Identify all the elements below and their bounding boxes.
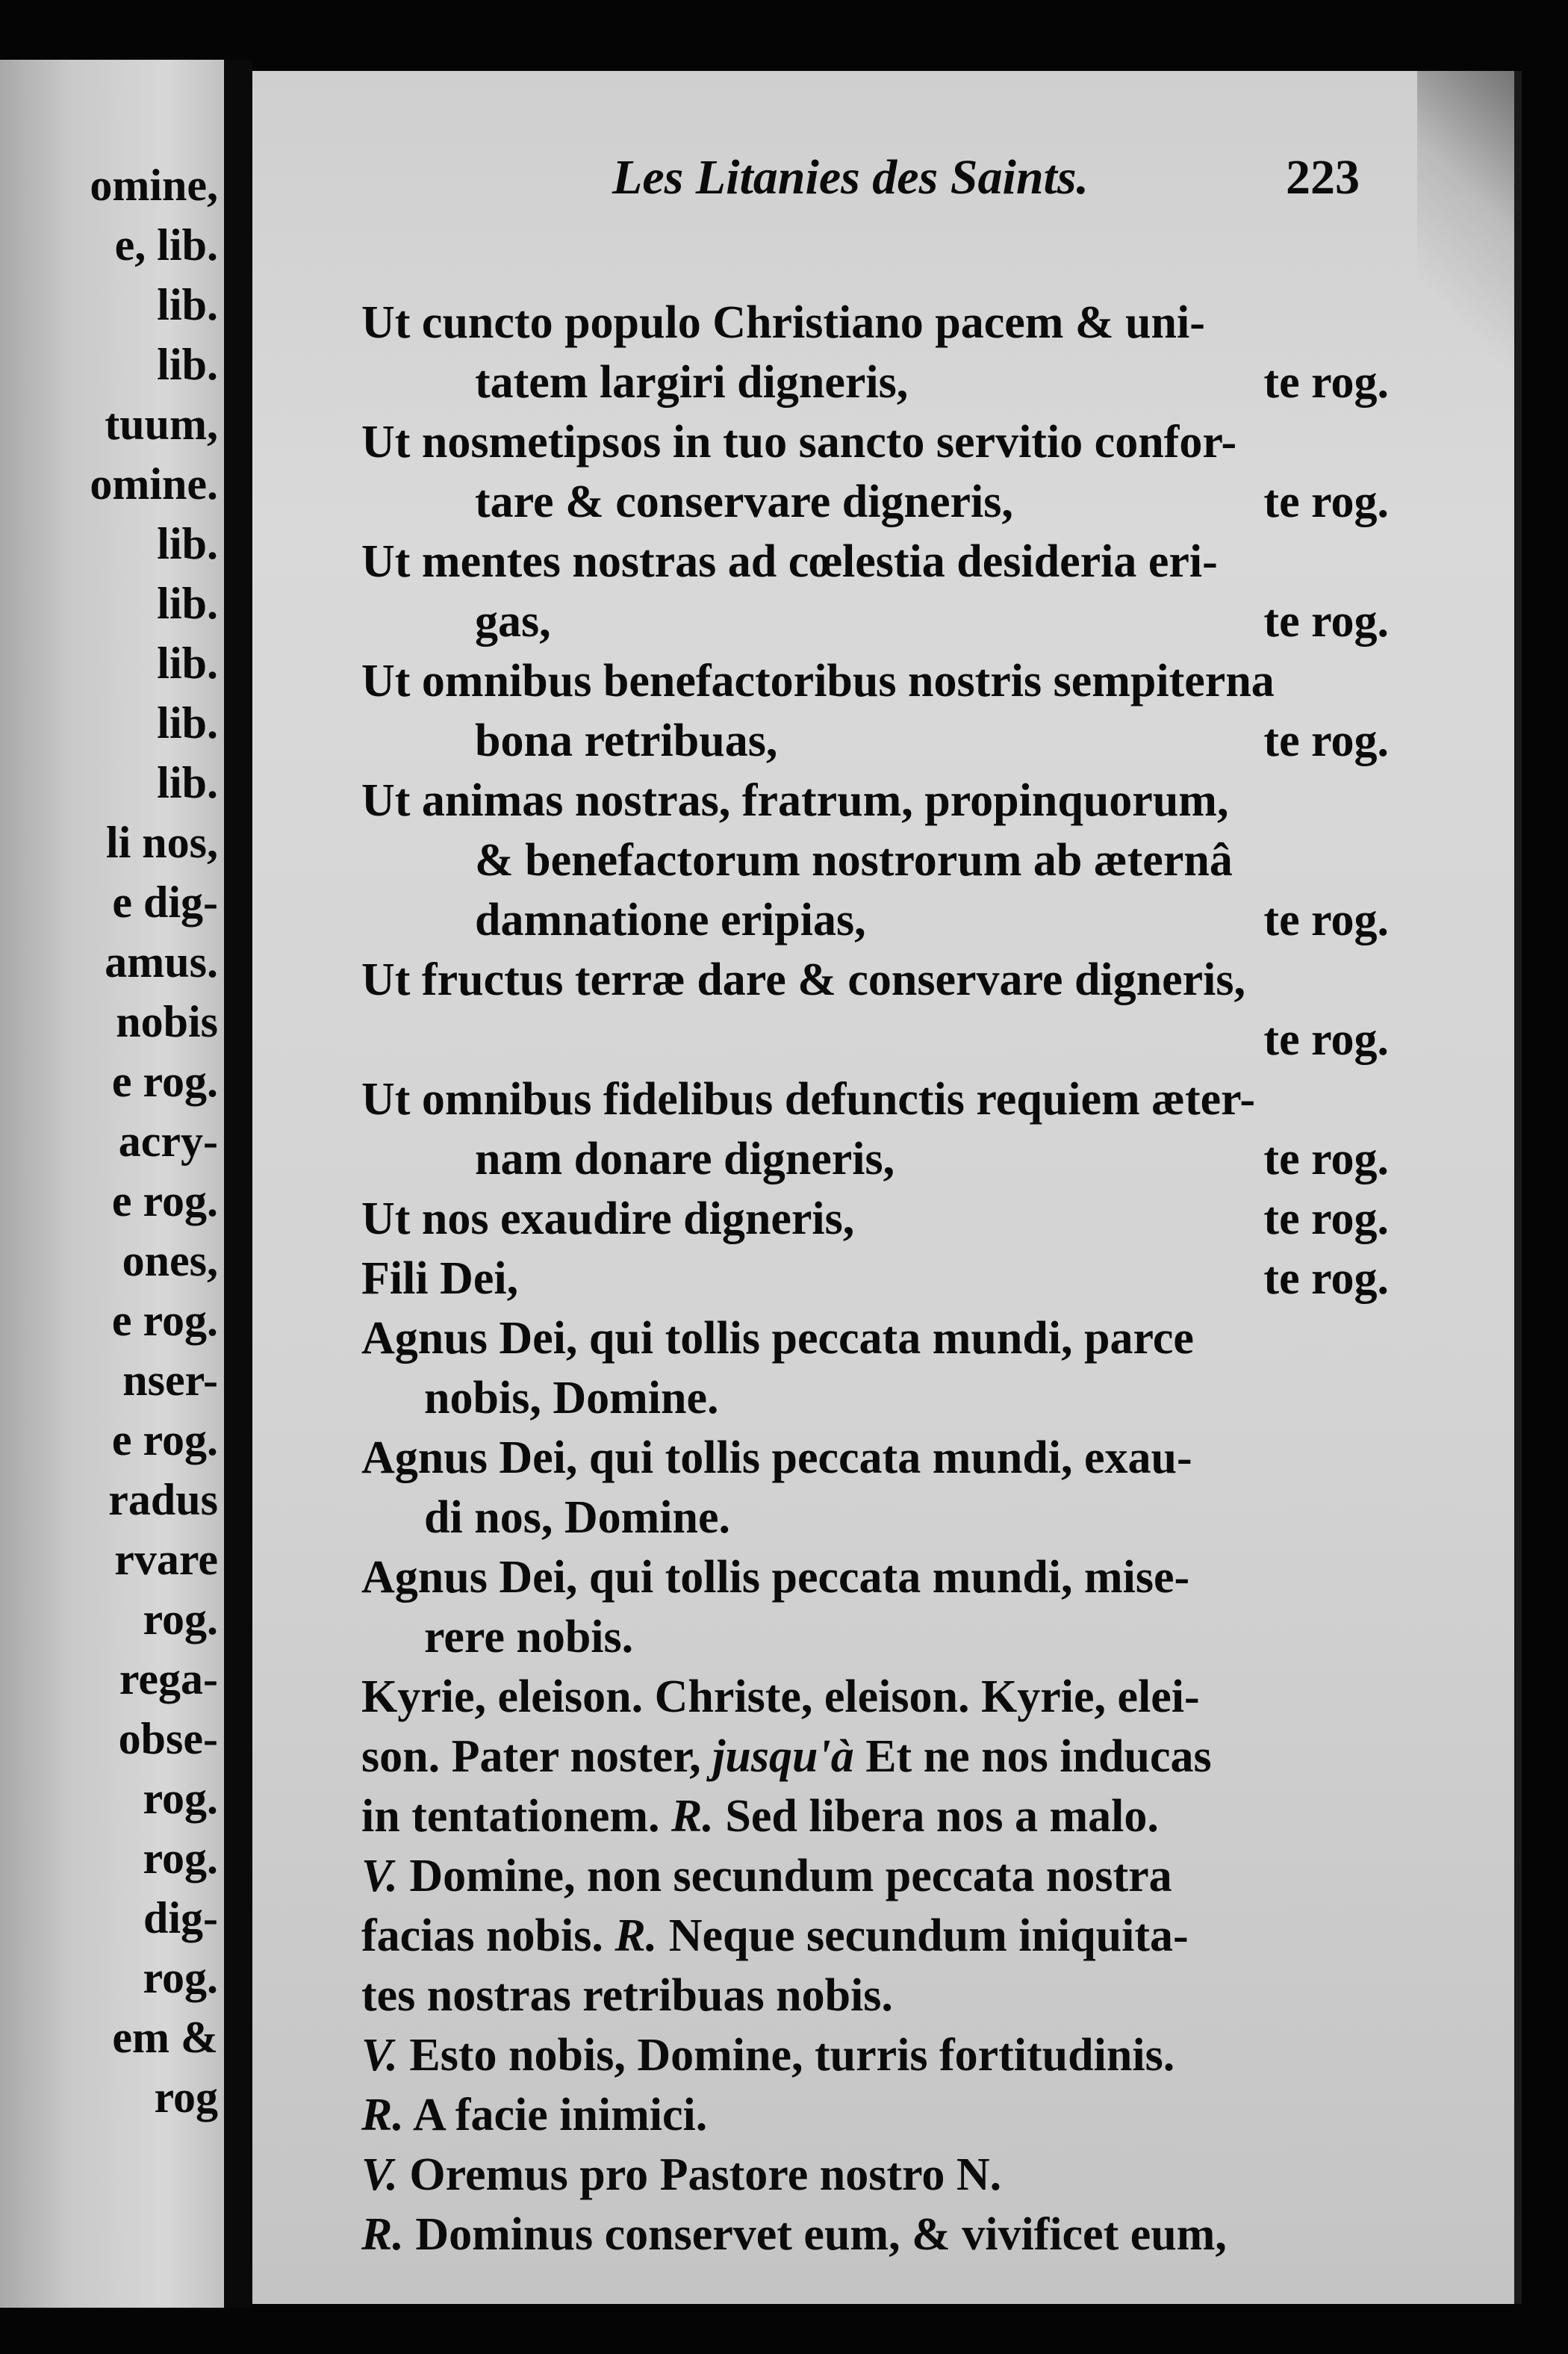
left-page-line-fragment: dig- bbox=[143, 1893, 218, 1942]
response-te-rog: te rog. bbox=[1263, 1134, 1389, 1184]
petition-continuation bbox=[475, 890, 1389, 950]
left-page-line-fragment: rvare bbox=[114, 1535, 218, 1584]
agnus-dei-text: rere nobis. bbox=[424, 1612, 634, 1662]
petition-line bbox=[361, 532, 1392, 591]
response-te-rog: te rog. bbox=[1263, 1193, 1389, 1244]
petition-continuation bbox=[475, 711, 1389, 771]
petition-line bbox=[361, 1249, 1389, 1308]
petition-line bbox=[361, 950, 1392, 1010]
response-te-rog: te rog. bbox=[1263, 1253, 1389, 1304]
petition-continuation bbox=[475, 830, 1389, 890]
versicle-line bbox=[361, 1906, 1392, 1966]
versicle-line bbox=[361, 1966, 1392, 2025]
versicle-line bbox=[361, 2205, 1392, 2264]
versicle-text: A facie inimici. bbox=[412, 2090, 708, 2140]
petition-text: nam donare digneris, bbox=[475, 1134, 895, 1184]
left-page-line-fragment: rog. bbox=[143, 1774, 218, 1823]
left-page-line-fragment: lib. bbox=[157, 639, 218, 688]
petition-text: Fili Dei, bbox=[361, 1253, 519, 1304]
left-page-line-fragment: rog bbox=[154, 2072, 218, 2122]
left-page-line-fragment: omine. bbox=[90, 459, 218, 509]
book-gutter bbox=[224, 60, 252, 2308]
petition-text: Ut fructus terræ dare & conservare digneris, bbox=[361, 954, 1246, 1005]
kyrie-italic-text: jusqu'à bbox=[712, 1731, 854, 1782]
left-page-line-fragment: lib. bbox=[157, 758, 218, 807]
left-page-line-fragment: e dig- bbox=[112, 878, 218, 927]
response-te-rog: te rog. bbox=[1263, 357, 1389, 408]
left-page-line-fragment: li nos, bbox=[105, 818, 218, 867]
response-mark: R. bbox=[615, 1910, 658, 1961]
left-page-line-fragment: e rog. bbox=[111, 1057, 218, 1106]
kyrie-line bbox=[361, 1786, 1392, 1846]
petition-line bbox=[361, 412, 1392, 472]
response-mark: R. bbox=[361, 2090, 404, 2140]
versicle-text: tes nostras retribuas nobis. bbox=[361, 1970, 893, 2021]
petition-text: tare & conservare digneris, bbox=[475, 476, 1013, 527]
petition-continuation bbox=[475, 1129, 1389, 1189]
response-te-rog: te rog. bbox=[1263, 1014, 1389, 1065]
versicle-text: Dominus conservet eum, & vivificet eum, bbox=[415, 2209, 1227, 2260]
agnus-dei-line bbox=[361, 1308, 1392, 1368]
response-te-rog: te rog. bbox=[1263, 715, 1389, 766]
response-mark: R. bbox=[361, 2209, 404, 2260]
petition-text: Ut animas nostras, fratrum, propinquorum, bbox=[361, 775, 1229, 826]
left-page-line-fragment: lib. bbox=[157, 280, 218, 329]
agnus-dei-text: nobis, Domine. bbox=[424, 1373, 719, 1423]
versicle-text: facias nobis. bbox=[361, 1910, 603, 1961]
left-page-line-fragment: amus. bbox=[105, 937, 218, 987]
left-page-line-fragment: lib. bbox=[157, 340, 218, 389]
petition-continuation bbox=[475, 591, 1389, 651]
petition-text: Ut cuncto populo Christiano pacem & uni- bbox=[361, 297, 1205, 348]
response-mark: R. bbox=[671, 1791, 714, 1842]
left-page-line-fragment: e rog. bbox=[111, 1176, 218, 1226]
petition-text: Ut omnibus fidelibus defunctis requiem æter- bbox=[361, 1074, 1255, 1125]
petition-text: & benefactorum nostrorum ab æternâ bbox=[475, 835, 1233, 886]
left-page-line-fragment: rega- bbox=[119, 1654, 218, 1704]
left-page-line-fragment: rog. bbox=[143, 1594, 218, 1644]
petition-text: damnatione eripias, bbox=[475, 895, 866, 945]
petition-line bbox=[361, 771, 1392, 830]
petition-line bbox=[361, 651, 1392, 711]
kyrie-line bbox=[361, 1667, 1392, 1727]
petition-continuation bbox=[475, 353, 1389, 412]
petition-continuation bbox=[1225, 1010, 1389, 1069]
agnus-dei-line bbox=[361, 1547, 1392, 1607]
versicle-text: Esto nobis, Domine, turris fortitudinis. bbox=[409, 2030, 1175, 2081]
agnus-dei-text: Agnus Dei, qui tollis peccata mundi, exau- bbox=[361, 1432, 1192, 1483]
left-page-line-fragment: nobis bbox=[116, 997, 218, 1046]
agnus-dei-text: Agnus Dei, qui tollis peccata mundi, mise- bbox=[361, 1552, 1190, 1603]
left-page-line-fragment: acry- bbox=[118, 1117, 218, 1166]
left-page-line-fragment: e rog. bbox=[111, 1415, 218, 1465]
left-page-line-fragment: omine, bbox=[90, 161, 218, 210]
versicle-text: Oremus pro Pastore nostro N. bbox=[409, 2149, 1002, 2200]
petition-text: tatem largiri digneris, bbox=[475, 357, 909, 408]
versicle-line bbox=[361, 2085, 1392, 2145]
petition-line bbox=[361, 1069, 1392, 1129]
versicle-text: Domine, non secundum peccata nostra bbox=[409, 1851, 1172, 1901]
left-page-line-fragment: e rog. bbox=[111, 1296, 218, 1345]
petition-text: Ut nosmetipsos in tuo sancto servitio confor- bbox=[361, 417, 1237, 468]
versicle-mark: V. bbox=[361, 1851, 398, 1901]
petition-text: Ut omnibus benefactoribus nostris sempiterna bbox=[361, 656, 1275, 706]
response-te-rog: te rog. bbox=[1263, 596, 1389, 647]
kyrie-text: Et ne nos inducas bbox=[865, 1731, 1212, 1782]
versicle-text: Neque secundum iniquita- bbox=[668, 1910, 1189, 1961]
left-page-line-fragment: rog. bbox=[143, 1833, 218, 1883]
response-te-rog: te rog. bbox=[1263, 476, 1389, 527]
agnus-dei-continuation bbox=[424, 1368, 1320, 1428]
left-page-line-fragment: ones, bbox=[122, 1236, 218, 1285]
agnus-dei-continuation bbox=[424, 1607, 1320, 1667]
agnus-dei-line bbox=[361, 1428, 1392, 1488]
kyrie-text: son. Pater noster, bbox=[361, 1731, 701, 1782]
left-page-line-fragment: obse- bbox=[118, 1714, 218, 1763]
petition-text: bona retribuas, bbox=[475, 715, 778, 766]
left-page-line-fragment: lib. bbox=[157, 698, 218, 748]
petition-text: Ut mentes nostras ad cœlestia desideria eri- bbox=[361, 536, 1218, 587]
left-page-line-fragment: lib. bbox=[157, 519, 218, 568]
versicle-line bbox=[361, 2145, 1392, 2205]
versicle-mark: V. bbox=[361, 2030, 398, 2081]
petition-line bbox=[361, 293, 1392, 353]
left-page-line-fragment: radus bbox=[108, 1475, 218, 1524]
petition-text: gas, bbox=[475, 596, 551, 647]
left-page-line-fragment: lib. bbox=[157, 579, 218, 628]
agnus-dei-continuation bbox=[424, 1488, 1320, 1547]
left-page-line-fragment: e, lib. bbox=[114, 220, 218, 270]
page-curl-shadow bbox=[1417, 71, 1514, 385]
kyrie-text: Sed libera nos a malo. bbox=[725, 1791, 1159, 1842]
versicle-line bbox=[361, 2025, 1392, 2085]
petition-continuation bbox=[475, 472, 1389, 532]
page-number: 223 bbox=[1286, 150, 1360, 205]
left-page-line-fragment: rog. bbox=[143, 1953, 218, 2002]
kyrie-text: Kyrie, eleison. Christe, eleison. Kyrie, elei- bbox=[361, 1671, 1200, 1722]
versicle-line bbox=[361, 1846, 1392, 1906]
left-page-line-fragment: nser- bbox=[122, 1355, 218, 1405]
left-page-line-fragment: em & bbox=[112, 2013, 218, 2062]
versicle-mark: V. bbox=[361, 2149, 398, 2200]
left-page-fragment bbox=[0, 60, 237, 2308]
kyrie-line bbox=[361, 1727, 1392, 1786]
page-header-title: Les Litanies des Saints. bbox=[612, 150, 1089, 205]
left-page-line-fragment: tuum, bbox=[105, 400, 218, 449]
agnus-dei-text: di nos, Domine. bbox=[424, 1492, 730, 1543]
petition-text: Ut nos exaudire digneris, bbox=[361, 1193, 855, 1244]
response-te-rog: te rog. bbox=[1263, 895, 1389, 945]
petition-line bbox=[361, 1189, 1389, 1249]
agnus-dei-text: Agnus Dei, qui tollis peccata mundi, parce bbox=[361, 1313, 1194, 1364]
running-head bbox=[0, 149, 1568, 224]
kyrie-text: in tentationem. bbox=[361, 1791, 660, 1842]
